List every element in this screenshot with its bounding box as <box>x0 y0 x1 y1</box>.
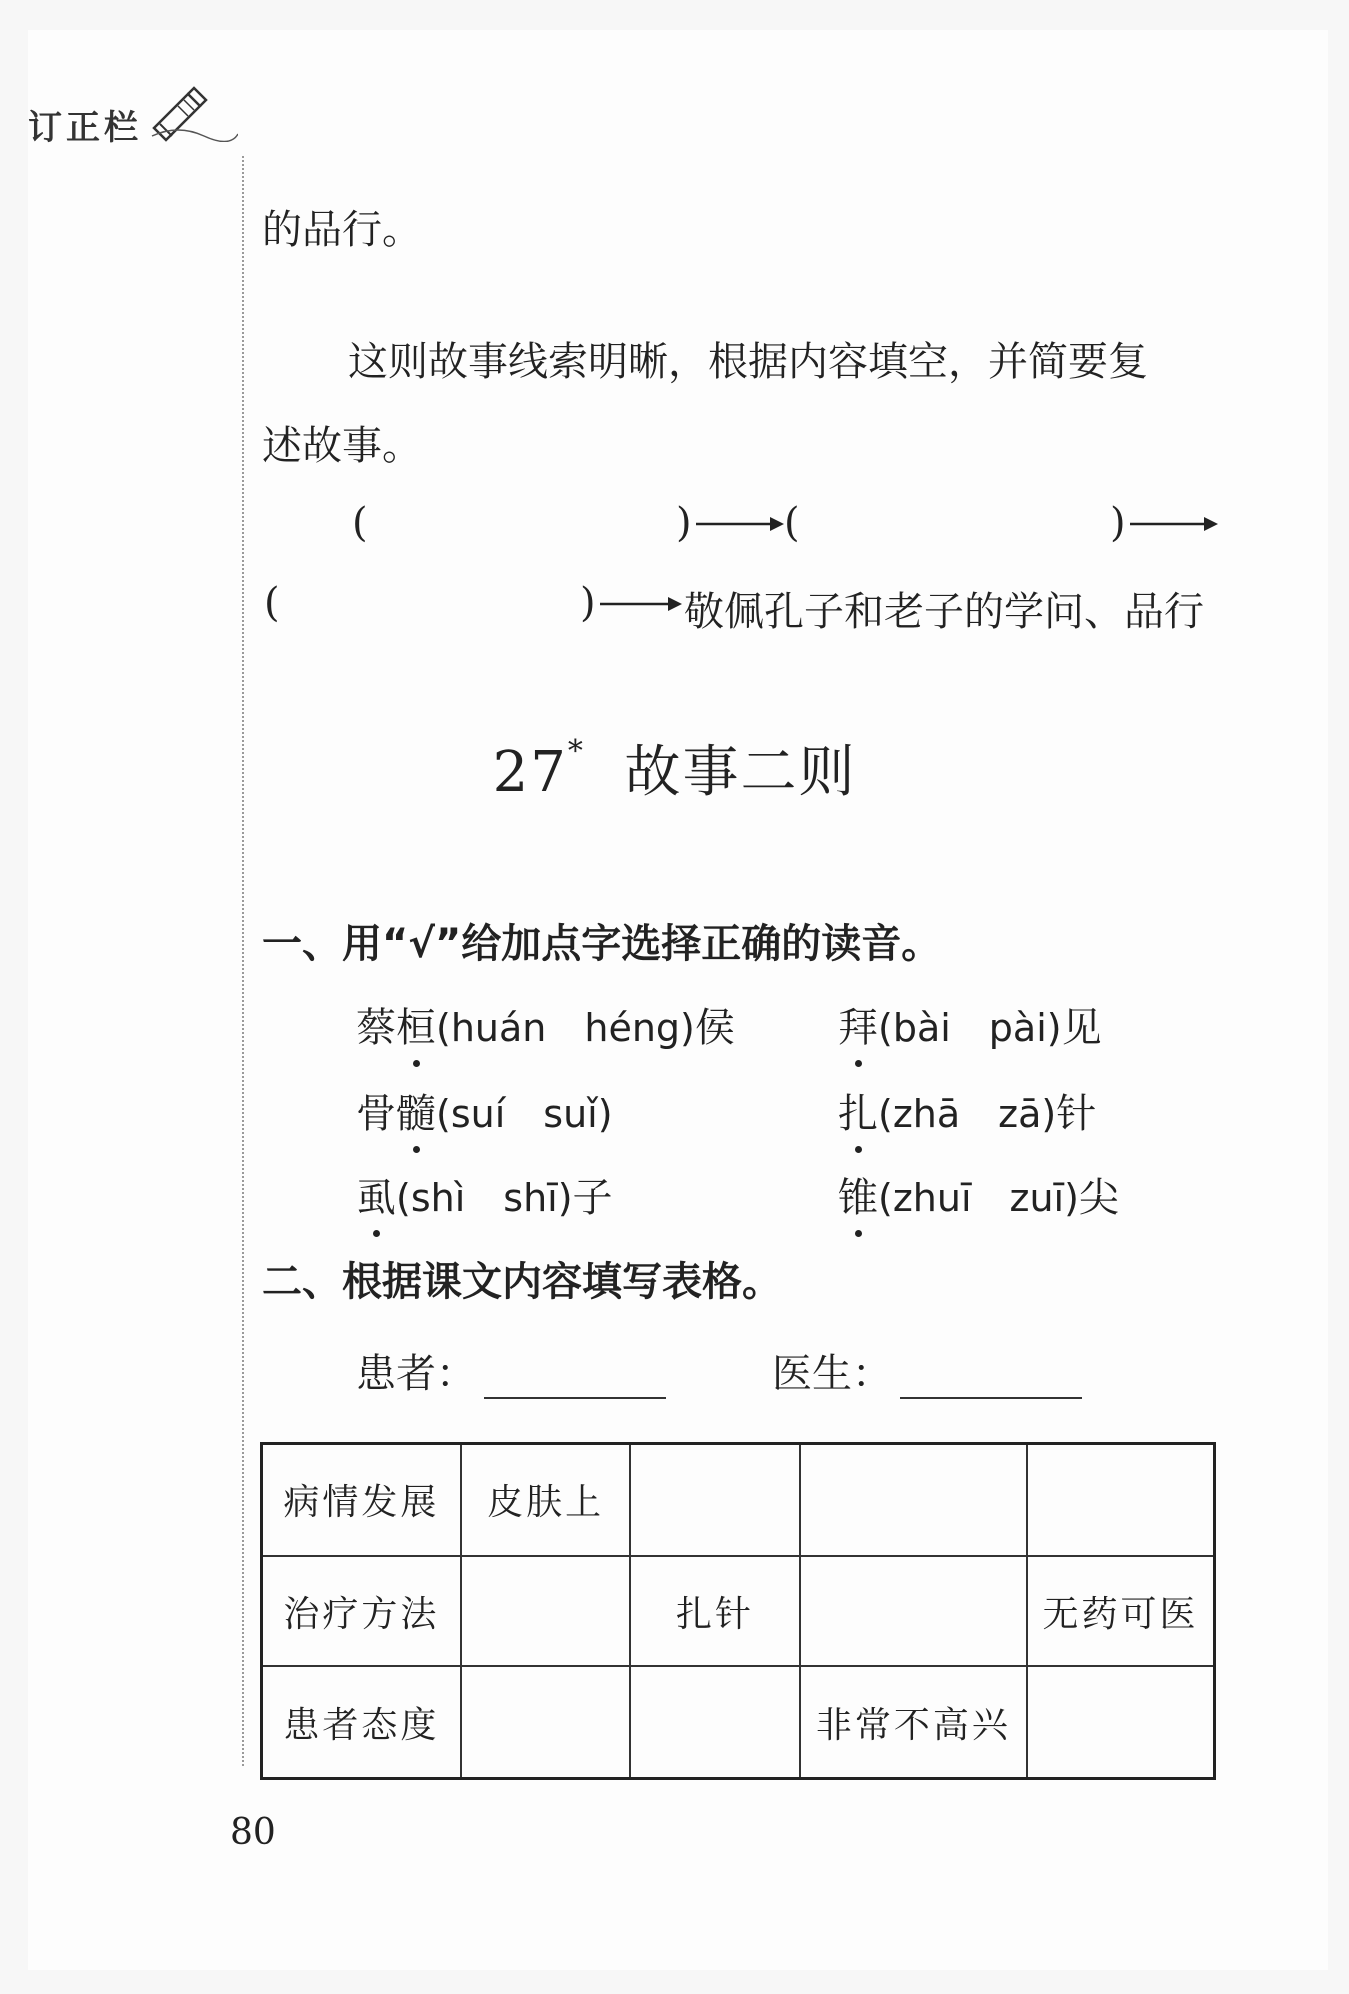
doctor-label: 医生： <box>772 1351 892 1397</box>
arrow-icon <box>1128 512 1218 536</box>
row-header: 患者态度 <box>262 1666 461 1778</box>
arrow-icon <box>598 592 682 616</box>
table-cell[interactable] <box>461 1666 630 1778</box>
lesson-number: 27 <box>492 740 568 805</box>
patient-field <box>356 1342 666 1399</box>
instruction-line-1: 这则故事线索明晰，根据内容填空，并简要复 <box>348 339 1148 385</box>
table-cell[interactable] <box>630 1444 799 1556</box>
table-cell[interactable] <box>800 1444 1027 1556</box>
table-row <box>262 1666 1215 1778</box>
paragraph-end: 的品行。 <box>262 207 422 253</box>
pinyin-item: 扎(zhā zā)针 <box>838 1082 1096 1139</box>
doctor-field <box>772 1342 1082 1399</box>
flow-close-3: ) <box>580 580 596 626</box>
page-number: 80 <box>230 1812 276 1853</box>
patient-blank[interactable] <box>484 1357 666 1399</box>
lesson-title <box>0 728 1349 808</box>
margin-dotted-divider <box>242 156 244 1766</box>
section1-heading: 一、用“√”给加点字选择正确的读音。 <box>262 921 942 967</box>
pinyin-item: 拜(bài pài)见 <box>838 996 1102 1053</box>
flow-open-3: ( <box>264 580 280 626</box>
table-row <box>262 1556 1215 1667</box>
pinyin-item: 蔡桓(huán héng)侯 <box>356 996 735 1053</box>
row-header: 病情发展 <box>262 1444 461 1556</box>
pinyin-item: 虱(shì shī)子 <box>356 1166 613 1223</box>
lesson-name: 故事二则 <box>624 740 857 805</box>
table-cell[interactable]: 无药可医 <box>1027 1556 1214 1667</box>
table-cell[interactable]: 扎针 <box>630 1556 799 1667</box>
table-cell[interactable]: 皮肤上 <box>461 1444 630 1556</box>
pencil-icon <box>148 84 238 142</box>
flow-close-2: ) <box>1110 500 1126 546</box>
arrow-icon <box>694 512 784 536</box>
table-cell[interactable] <box>800 1556 1027 1667</box>
lesson-star: * <box>567 734 585 769</box>
table-cell[interactable] <box>461 1556 630 1667</box>
flow-open-1: ( <box>352 500 368 546</box>
pinyin-item: 骨髓(suí suǐ) <box>356 1082 613 1139</box>
table-cell[interactable] <box>1027 1444 1214 1556</box>
story-table <box>260 1442 1216 1780</box>
flow-open-2: ( <box>784 500 800 546</box>
table-row <box>262 1444 1215 1556</box>
section2-heading: 二、根据课文内容填写表格。 <box>262 1259 782 1305</box>
patient-label: 患者： <box>356 1351 476 1397</box>
pinyin-item: 锥(zhuī zuī)尖 <box>838 1166 1119 1223</box>
correction-column-label: 订正栏 <box>28 108 142 148</box>
flow-end-text: 敬佩孔子和老子的学问、品行 <box>684 589 1204 635</box>
table-cell[interactable] <box>630 1666 799 1778</box>
instruction-line-2: 述故事。 <box>262 423 422 469</box>
table-cell[interactable] <box>1027 1666 1214 1778</box>
table-cell[interactable]: 非常不高兴 <box>800 1666 1027 1778</box>
doctor-blank[interactable] <box>900 1357 1082 1399</box>
flow-close-1: ) <box>676 500 692 546</box>
row-header: 治疗方法 <box>262 1556 461 1667</box>
